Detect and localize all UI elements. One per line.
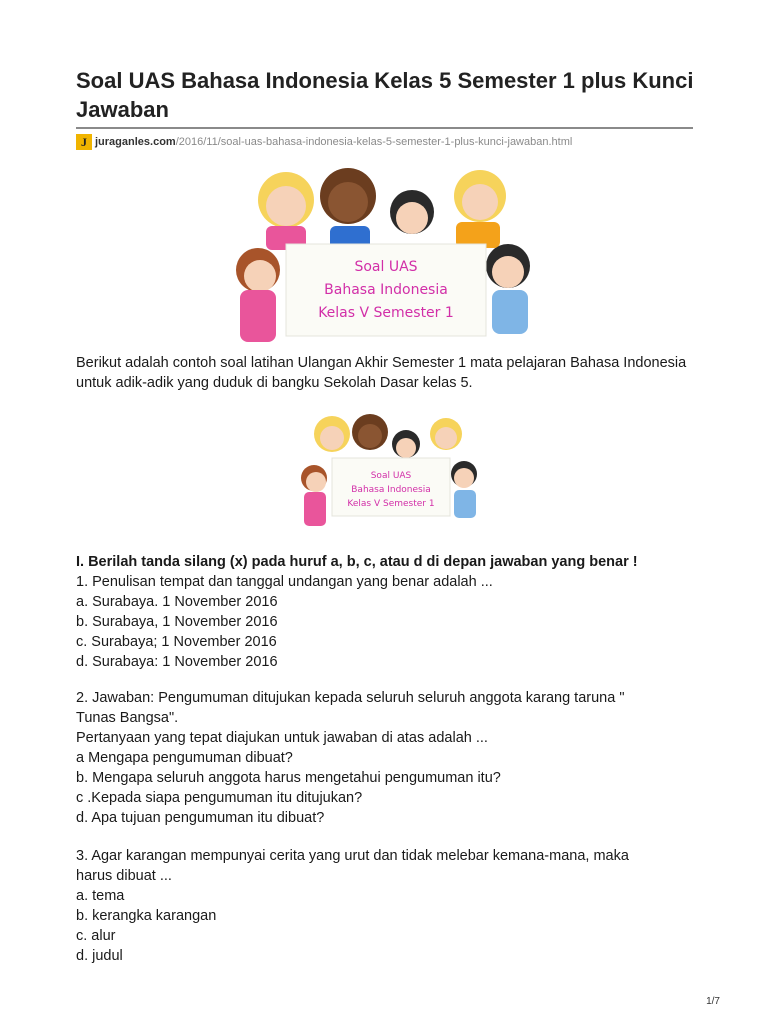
question-2-option-b: b. Mengapa seluruh anggota harus mengetahui pengumuman itu? xyxy=(76,770,501,786)
question-3-option-b: b. kerangka karangan xyxy=(76,908,217,924)
question-2-option-d: d. Apa tujuan pengumuman itu dibuat? xyxy=(76,810,325,826)
question-2 xyxy=(76,688,696,828)
question-3-option-d: d. judul xyxy=(76,948,123,964)
question-1-option-d: d. Surabaya: 1 November 2016 xyxy=(76,654,278,670)
source-domain: juraganles.com xyxy=(95,136,176,148)
title-divider xyxy=(76,127,693,129)
banner-small-line-2: Bahasa Indonesia xyxy=(351,485,431,495)
article-title: Soal UAS Bahasa Indonesia Kelas 5 Semester 1 plus Kunci Jawaban xyxy=(76,68,694,122)
banner-line-1: Soal UAS xyxy=(354,259,418,275)
banner-image-large xyxy=(226,166,546,342)
question-3-line-1: 3. Agar karangan mempunyai cerita yang urut dan tidak melebar kemana-mana, maka xyxy=(76,848,629,864)
question-2-option-a: a Mengapa pengumuman dibuat? xyxy=(76,750,293,766)
question-1-option-a: a. Surabaya. 1 November 2016 xyxy=(76,594,278,610)
banner-small-line-3: Kelas V Semester 1 xyxy=(347,499,435,509)
banner-image-small xyxy=(296,410,486,535)
question-1-line-1: 1. Penulisan tempat dan tanggal undangan yang benar adalah ... xyxy=(76,574,493,590)
intro-paragraph: Berikut adalah contoh soal latihan Ulangan Akhir Semester 1 mata pelajaran Bahasa Indonesia untuk adik-adik yang duduk di bangku Sekolah Dasar kelas 5. xyxy=(76,355,687,391)
question-3-line-2: harus dibuat ... xyxy=(76,868,172,884)
question-2-line-1: 2. Jawaban: Pengumuman ditujukan kepada seluruh seluruh anggota karang taruna " xyxy=(76,690,625,706)
question-1-option-c: c. Surabaya; 1 November 2016 xyxy=(76,634,277,650)
banner-line-2: Bahasa Indonesia xyxy=(324,282,448,298)
question-1-option-b: b. Surabaya, 1 November 2016 xyxy=(76,614,278,630)
question-3-option-a: a. tema xyxy=(76,888,125,904)
source-url[interactable] xyxy=(76,133,572,151)
question-1 xyxy=(76,572,696,672)
question-2-line-3: Pertanyaan yang tepat diajukan untuk jawaban di atas adalah ... xyxy=(76,730,488,746)
question-3 xyxy=(76,846,696,966)
page-number: 1/7 xyxy=(706,996,720,1007)
question-2-line-2: Tunas Bangsa". xyxy=(76,710,179,726)
question-2-option-c: c .Kepada siapa pengumuman itu ditujukan? xyxy=(76,790,363,806)
source-path: /2016/11/soal-uas-bahasa-indonesia-kelas-5-semester-1-plus-kunci-jawaban.html xyxy=(175,136,573,148)
section-heading: I. Berilah tanda silang (x) pada huruf a, b, c, atau d di depan jawaban yang benar ! xyxy=(76,554,638,570)
site-favicon-icon: J xyxy=(76,134,92,150)
banner-line-3: Kelas V Semester 1 xyxy=(318,305,454,321)
banner-small-line-1: Soal UAS xyxy=(370,471,412,481)
question-3-option-c: c. alur xyxy=(76,928,116,944)
